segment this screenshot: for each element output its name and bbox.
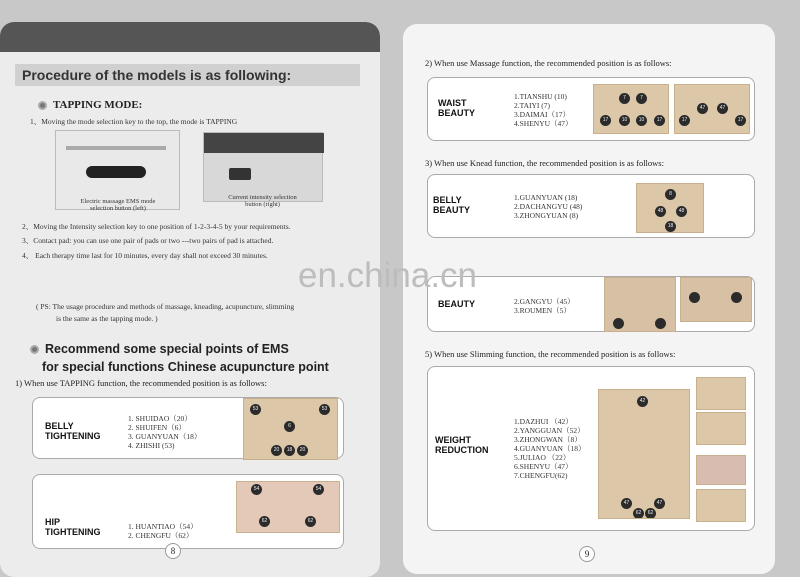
acupoint-marker: 20 (297, 445, 308, 456)
belly-beauty-label (433, 195, 470, 215)
list-item: 3.DAIMAI（17） (514, 110, 571, 119)
hip-tightening-list (128, 522, 198, 540)
belly-tightening-list (128, 414, 201, 450)
list-item: 1.TIANSHU (10) (514, 92, 567, 101)
weight-label-2: REDUCTION (435, 445, 489, 455)
list-item: 2.YANGGUAN（52） (514, 426, 585, 435)
caption-right-line-2: button (right) (245, 201, 280, 208)
weight-reduction-list (514, 417, 585, 480)
card1-label-1: BELLY (45, 421, 74, 431)
page-heading: Procedure of the models is as following: (22, 67, 292, 83)
intensity-button-photo (203, 132, 323, 202)
acupoint-marker (731, 292, 742, 303)
acupoint-marker: 7 (619, 93, 630, 104)
belly-label-1: BELLY (433, 195, 462, 205)
page-number: 9 (579, 546, 595, 562)
back-acupoint-photo (598, 389, 690, 519)
list-item: 4.SHENYU（47） (514, 119, 573, 128)
tapping-mode-title (38, 99, 142, 111)
intensity-photo-header (204, 133, 324, 153)
list-item: 1. HUANTIAO（54） (128, 522, 198, 531)
slim-photo-4 (696, 489, 746, 522)
belly-acupoint-photo (243, 398, 338, 460)
bullet-icon (30, 345, 39, 354)
slim-photo-2 (696, 412, 746, 445)
list-item: 4. ZHISHI (53) (128, 441, 175, 450)
acupoint-marker: 42 (637, 396, 648, 407)
acupoint-marker: 17 (600, 115, 611, 126)
list-item: 7.CHENGFU(62) (514, 471, 568, 480)
section-5-title: 5) When use Slimming function, the recommended position is as follows: (425, 349, 676, 359)
card1-label-2: TIGHTENING (45, 431, 101, 441)
ps-line-2: is the same as the tapping mode. ) (56, 314, 158, 323)
list-item: 3.ROUMEN（5） (514, 306, 571, 315)
caption-left-line-2: selection button (left) (90, 205, 146, 212)
list-item: 2.DACHANGYU (48) (514, 202, 583, 211)
acupoint-marker (689, 292, 700, 303)
mode-scale-graphic (66, 146, 166, 150)
acupoint-marker: 7 (636, 93, 647, 104)
waist-beauty-label (438, 98, 475, 118)
slim-photo-3 (696, 455, 746, 485)
tapping-mode-label: TAPPING MODE: (53, 99, 143, 111)
acupoint-marker: 48 (676, 206, 687, 217)
belly-beauty-list (514, 193, 582, 220)
waist-beauty-list (514, 92, 573, 128)
list-item: 4.GUANYUAN（18） (514, 444, 586, 453)
acupoint-marker (655, 318, 666, 329)
belly-tightening-card (32, 397, 344, 459)
waist-front-photo (593, 84, 669, 134)
section-3-title: 3) When use Knead function, the recommended position is as follows: (425, 158, 664, 168)
acupoint-marker: 17 (735, 115, 746, 126)
acupoint-marker: 62 (305, 516, 316, 527)
recommend-title-2: for special functions Chinese acupuncture point (42, 360, 329, 374)
acupoint-marker: 8 (665, 189, 676, 200)
list-item: 2.GANGYU（45） (514, 297, 575, 306)
bullet-icon (38, 101, 47, 110)
step-1: 1、Moving the mode selection key to the top, the mode is TAPPING (30, 117, 238, 126)
acupoint-marker: 62 (259, 516, 270, 527)
acupoint-marker: 53 (319, 404, 330, 415)
list-item: 6.SHENYU（47） (514, 462, 573, 471)
beauty-list (514, 297, 575, 315)
waist-beauty-card (427, 77, 755, 141)
list-item: 1. SHUIDAO（20） (128, 414, 192, 423)
list-item: 1.DAZHUI （42） (514, 417, 573, 426)
hip-tightening-card (32, 474, 344, 549)
list-item: 5.JULIAO （22） (514, 453, 571, 462)
slim-photo-1 (696, 377, 746, 410)
waist-label-1: WAIST (438, 98, 467, 108)
left-page (0, 22, 380, 577)
waist-label-2: BEAUTY (438, 108, 476, 118)
acupoint-marker: 54 (251, 484, 262, 495)
list-item: 3.ZHONGYUAN (8) (514, 211, 579, 220)
acupoint-marker: 47 (717, 103, 728, 114)
list-item: 1.GUANYUAN (18) (514, 193, 578, 202)
acupoint-marker: 20 (271, 445, 282, 456)
acupoint-marker: 62 (645, 508, 656, 519)
acupoint-marker: 47 (654, 498, 665, 509)
belly-beauty-card (427, 174, 755, 238)
step-3: 3、Contact pad: you can use one pair of pads or two ---two pairs of pad is attached. (22, 236, 274, 245)
intensity-switch-graphic (229, 168, 251, 180)
hip-acupoint-photo (236, 481, 340, 533)
beauty-label: BEAUTY (438, 299, 476, 309)
weight-reduction-label (435, 435, 489, 455)
step-4: 4、 Each therapy time last for 10 minutes, every day shall not exceed 30 minutes. (22, 251, 268, 260)
acupoint-marker: 10 (619, 115, 630, 126)
list-item: 3. GUANYUAN（18） (128, 432, 202, 441)
beauty-photo-2 (680, 277, 752, 322)
list-item: 3.ZHONGWAN（8） (514, 435, 582, 444)
list-item: 2. SHUIFEN（6） (128, 423, 186, 432)
acupoint-marker: 17 (654, 115, 665, 126)
card2-label-2: TIGHTENING (45, 527, 101, 537)
acupoint-marker: 62 (633, 508, 644, 519)
acupoint-marker: 6 (284, 421, 295, 432)
weight-label-1: WEIGHT (435, 435, 471, 445)
ps-line-1: ( PS: The usage procedure and methods of massage, kneading, acupuncture, slimming (36, 302, 295, 311)
step-2: 2、Moving the Intensity selection key to one position of 1-2-3-4-5 by your requirements. (22, 222, 291, 231)
caption-right-line-1: Current intensity selection (228, 194, 297, 201)
list-item: 2.TAIYI (7) (514, 101, 551, 110)
belly-label-2: BEAUTY (433, 205, 471, 215)
acupoint-marker: 48 (655, 206, 666, 217)
acupoint-marker: 10 (636, 115, 647, 126)
acupoint-marker: 47 (621, 498, 632, 509)
acupoint-marker (613, 318, 624, 329)
belly-tightening-label (45, 421, 101, 441)
waist-back-photo (674, 84, 750, 134)
caption-left (58, 198, 178, 212)
section-2-title: 2) When use Massage function, the recommended position is as follows: (425, 58, 672, 68)
acupoint-marker: 18 (284, 445, 295, 456)
left-top-bar (0, 22, 380, 52)
weight-reduction-card (427, 366, 755, 531)
belly-knead-photo (636, 183, 704, 233)
acupoint-marker: 53 (250, 404, 261, 415)
right-page (403, 24, 775, 574)
page-number: 8 (165, 543, 181, 559)
acupoint-marker: 47 (697, 103, 708, 114)
acupoint-marker: 54 (313, 484, 324, 495)
hip-tightening-label (45, 517, 101, 537)
caption-right (200, 194, 325, 208)
acupoint-marker: 18 (665, 221, 676, 232)
acupoint-marker: 17 (679, 115, 690, 126)
caption-left-line-1: Electric massage EMS mode (80, 198, 156, 205)
mode-switch-graphic (86, 166, 146, 178)
watermark: en.china.cn (298, 256, 478, 295)
recommend-title-1-text: Recommend some special points of EMS (45, 342, 289, 356)
card2-label-1: HIP (45, 517, 61, 527)
section-1-title: 1) When use TAPPING function, the recommended position is as follows: (15, 378, 267, 388)
recommend-title-1 (30, 342, 289, 356)
beauty-photo-1 (604, 277, 676, 332)
list-item: 2. CHENGFU（62） (128, 531, 194, 540)
